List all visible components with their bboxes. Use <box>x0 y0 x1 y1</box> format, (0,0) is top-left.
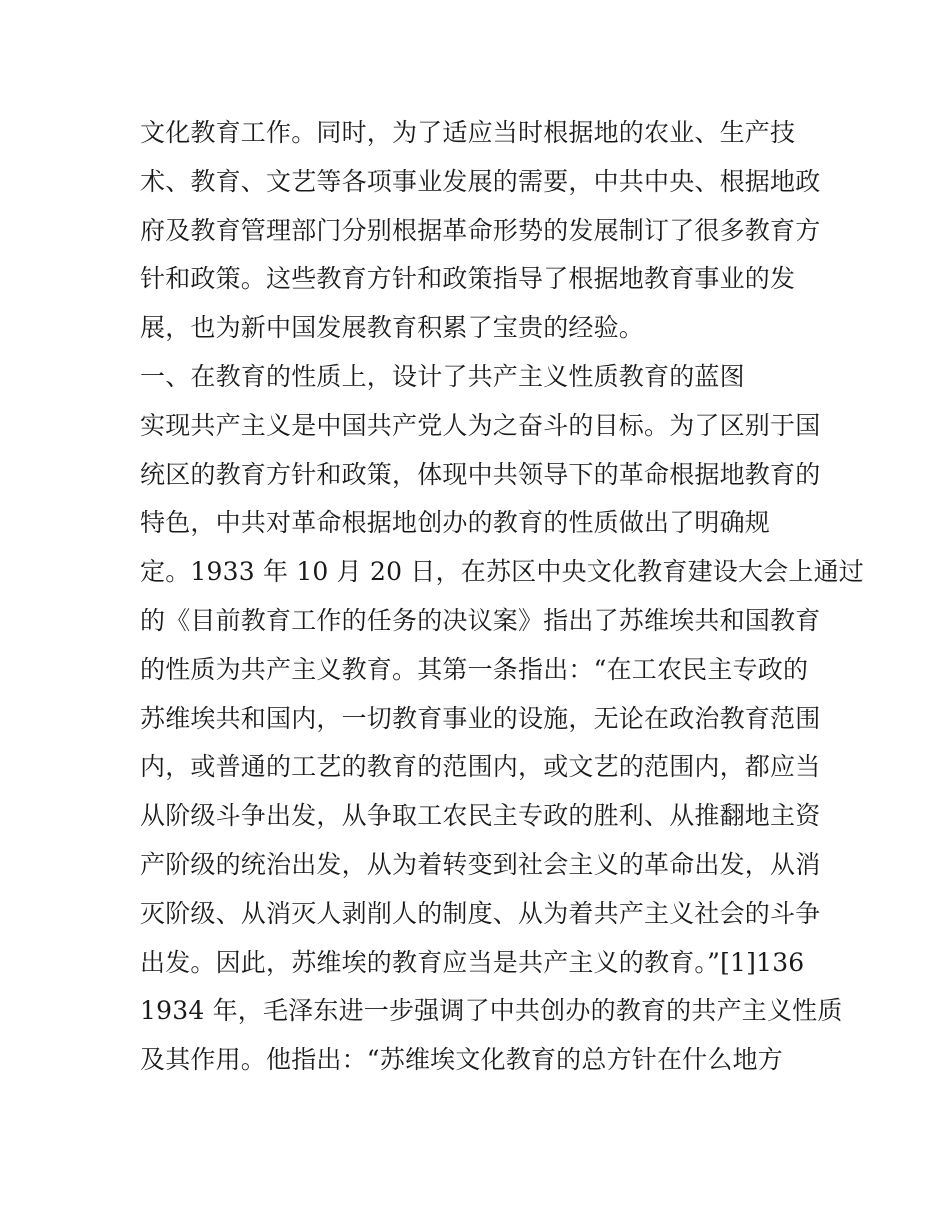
text-line: 产阶级的统治出发，从为着转变到社会主义的革命出发，从消 <box>140 849 821 879</box>
text-line: 展，也为新中国发展教育积累了宝贵的经验。 <box>140 313 645 343</box>
text-line: 的《目前教育工作的任务的决议案》指出了苏维埃共和国教育 <box>140 605 821 635</box>
text-line: 苏维埃共和国内，一切教育事业的设施，无论在政治教育范围 <box>140 703 821 733</box>
text-line: 的性质为共产主义教育。其第一条指出：“在工农民主专政的 <box>140 654 809 684</box>
text-line: 府及教育管理部门分别根据革命形势的发展制订了很多教育方 <box>140 215 821 245</box>
text-line: 定。1933 年 10 月 20 日，在苏区中央文化教育建设大会上通过 <box>140 557 864 587</box>
text-line: 文化教育工作。同时，为了适应当时根据地的农业、生产技 <box>140 118 796 147</box>
text-line: 及其作用。他指出：“苏维埃文化教育的总方针在什么地方 <box>140 1045 783 1075</box>
text-line: 统区的教育方针和政策，体现中共领导下的革命根据地教育的 <box>140 459 821 489</box>
text-line: 1934 年，毛泽东进一步强调了中共创办的教育的共产主义性质 <box>140 996 843 1026</box>
text-line: 灭阶级、从消灭人剥削人的制度、从为着共产主义社会的斗争 <box>140 898 821 928</box>
text-line: 从阶级斗争出发，从争取工农民主专政的胜利、从推翻地主资 <box>140 801 821 831</box>
text-line: 实现共产主义是中国共产党人为之奋斗的目标。为了区别于国 <box>140 410 821 440</box>
text-line: 特色，中共对革命根据地创办的教育的性质做出了明确规 <box>140 508 771 538</box>
text-line: 内，或普通的工艺的教育的范围内，或文艺的范围内，都应当 <box>140 752 821 782</box>
text-line: 术、教育、文艺等各项事业发展的需要，中共中央、根据地政 <box>140 166 821 196</box>
text-line: 针和政策。这些教育方针和政策指导了根据地教育事业的发 <box>140 264 796 294</box>
section-heading: 一、在教育的性质上，设计了共产主义性质教育的蓝图 <box>140 361 745 391</box>
body-text <box>140 109 864 1085</box>
text-line: 出发。因此，苏维埃的教育应当是共产主义的教育。”[1]136 <box>140 947 805 977</box>
